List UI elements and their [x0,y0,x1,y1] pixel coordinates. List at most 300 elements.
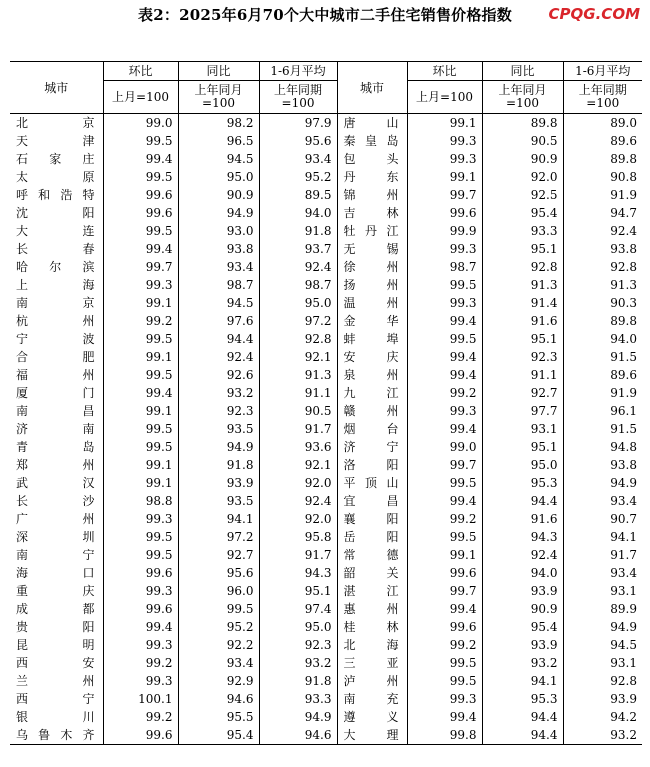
table-row [10,438,642,456]
cell-yoy-left: 94.6 [178,690,259,708]
cell-yoy-right: 91.6 [482,312,563,330]
cell-avg-right: 91.9 [563,384,642,402]
cell-mom-left: 99.6 [103,600,178,618]
table-row [10,186,642,204]
cell-yoy-left: 95.2 [178,618,259,636]
cell-mom-right: 99.3 [407,402,482,420]
table-row [10,240,642,258]
table-row [10,456,642,474]
header-city-right: 城市 [337,62,407,114]
cell-yoy-left: 98.7 [178,276,259,294]
table-row [10,600,642,618]
cell-city-left: 厦门 [16,386,95,400]
cell-mom-left: 99.3 [103,510,178,528]
cell-city-left: 海口 [16,566,95,580]
header-avg-base-left: 上年同期=100 [259,81,337,114]
cell-mom-left: 99.5 [103,132,178,150]
table-row [10,294,642,312]
cell-city-left: 南昌 [16,404,95,418]
cell-city-left: 成都 [16,602,95,616]
price-index-table [10,61,642,745]
cell-city-left: 乌鲁木齐 [16,728,95,742]
cell-yoy-right: 95.0 [482,456,563,474]
cell-yoy-left: 92.7 [178,546,259,564]
cell-mom-left: 99.4 [103,384,178,402]
table-header [10,62,642,114]
cell-mom-left: 99.3 [103,276,178,294]
cell-mom-left: 99.5 [103,168,178,186]
cell-city-right: 遵义 [337,708,407,726]
cell-city-left: 上海 [16,278,95,292]
cell-city-right: 秦皇岛 [337,132,407,150]
cell-avg-left: 94.0 [259,204,337,222]
table-row [10,276,642,294]
header-mom-right: 环比 [407,62,482,81]
cell-avg-right: 91.9 [563,186,642,204]
cell-yoy-right: 95.3 [482,474,563,492]
cell-city-left: 长沙 [16,494,95,508]
cell-avg-left: 95.1 [259,582,337,600]
header-yoy-base-right: 上年同月=100 [482,81,563,114]
cell-city-right: 徐州 [337,258,407,276]
cell-city-right: 襄阳 [337,510,407,528]
cell-yoy-left: 93.4 [178,654,259,672]
cell-avg-right: 91.5 [563,348,642,366]
cell-yoy-left: 90.9 [178,186,259,204]
cell-mom-left: 99.5 [103,420,178,438]
cell-mom-left: 99.5 [103,438,178,456]
cell-avg-left: 95.6 [259,132,337,150]
cell-avg-right: 92.8 [563,258,642,276]
cell-city-left: 武汉 [16,476,95,490]
cell-mom-right: 99.7 [407,186,482,204]
cell-yoy-left: 99.5 [178,600,259,618]
table-body [10,114,642,745]
cell-yoy-right: 93.1 [482,420,563,438]
table-row [10,204,642,222]
cell-yoy-left: 92.6 [178,366,259,384]
cell-city-right: 常德 [337,546,407,564]
header-mom-left: 环比 [103,62,178,81]
cell-yoy-right: 95.1 [482,240,563,258]
cell-city-right: 济宁 [337,438,407,456]
cell-city-left: 昆明 [16,638,95,652]
cell-city-right: 牡丹江 [337,222,407,240]
cell-city-right: 岳阳 [337,528,407,546]
cell-avg-right: 93.8 [563,240,642,258]
cell-yoy-right: 94.0 [482,564,563,582]
cell-city-right: 韶关 [337,564,407,582]
cell-yoy-left: 94.9 [178,438,259,456]
cell-avg-left: 92.1 [259,456,337,474]
cell-mom-left: 99.3 [103,636,178,654]
cell-avg-right: 94.0 [563,330,642,348]
cell-yoy-left: 95.0 [178,168,259,186]
cell-mom-right: 99.1 [407,546,482,564]
table-row [10,510,642,528]
cell-mom-left: 99.7 [103,258,178,276]
cell-yoy-left: 94.1 [178,510,259,528]
cell-yoy-right: 89.8 [482,114,563,133]
cell-mom-right: 99.4 [407,366,482,384]
table-row [10,402,642,420]
cell-city-left: 沈阳 [16,206,95,220]
cell-mom-left: 99.4 [103,240,178,258]
cell-mom-left: 99.1 [103,456,178,474]
cell-yoy-right: 92.8 [482,258,563,276]
cell-city-left: 西宁 [16,692,95,706]
cell-mom-right: 99.5 [407,276,482,294]
cell-avg-left: 94.6 [259,726,337,745]
cell-yoy-left: 96.5 [178,132,259,150]
cell-avg-left: 91.1 [259,384,337,402]
cell-yoy-left: 92.2 [178,636,259,654]
cell-avg-right: 89.6 [563,132,642,150]
cell-avg-left: 91.3 [259,366,337,384]
cell-city-left: 济南 [16,422,95,436]
cell-mom-right: 99.6 [407,564,482,582]
header-city-left: 城市 [10,62,103,114]
cell-yoy-left: 94.5 [178,150,259,168]
cell-city-left: 青岛 [16,440,95,454]
table-row [10,654,642,672]
cell-avg-left: 91.8 [259,222,337,240]
cell-avg-right: 94.9 [563,474,642,492]
cell-city-right: 锦州 [337,186,407,204]
table-row [10,636,642,654]
cell-yoy-left: 95.4 [178,726,259,745]
cell-avg-right: 94.2 [563,708,642,726]
cell-avg-left: 92.0 [259,510,337,528]
table-row [10,618,642,636]
cell-avg-left: 93.2 [259,654,337,672]
cell-yoy-left: 95.5 [178,708,259,726]
header-yoy-base-left: 上年同月=100 [178,81,259,114]
cell-city-right: 大理 [337,726,407,745]
cell-mom-left: 99.5 [103,330,178,348]
cell-avg-right: 93.1 [563,654,642,672]
cell-city-left: 银川 [16,710,95,724]
cell-city-right: 唐山 [337,114,407,133]
cell-yoy-right: 94.1 [482,672,563,690]
cell-mom-left: 99.1 [103,474,178,492]
cell-mom-right: 99.5 [407,654,482,672]
cell-avg-left: 97.2 [259,312,337,330]
table-row [10,114,642,133]
cell-mom-right: 99.8 [407,726,482,745]
cell-mom-left: 99.2 [103,708,178,726]
cell-yoy-left: 92.3 [178,402,259,420]
cell-yoy-right: 95.4 [482,618,563,636]
cell-yoy-left: 93.0 [178,222,259,240]
cell-mom-right: 99.4 [407,312,482,330]
cell-mom-right: 98.7 [407,258,482,276]
cell-mom-right: 99.6 [407,618,482,636]
cell-mom-left: 99.3 [103,672,178,690]
cell-avg-right: 91.5 [563,420,642,438]
cell-mom-right: 99.3 [407,150,482,168]
cell-yoy-right: 95.3 [482,690,563,708]
cell-avg-left: 92.4 [259,492,337,510]
cell-city-left: 合肥 [16,350,95,364]
cell-avg-left: 93.6 [259,438,337,456]
cell-yoy-left: 91.8 [178,456,259,474]
cell-yoy-left: 98.2 [178,114,259,133]
cell-avg-right: 90.3 [563,294,642,312]
cell-avg-left: 92.0 [259,474,337,492]
cell-city-left: 南京 [16,296,95,310]
cell-mom-right: 99.4 [407,492,482,510]
table-row [10,582,642,600]
cell-yoy-right: 92.4 [482,546,563,564]
cell-avg-right: 93.8 [563,456,642,474]
cell-yoy-left: 94.4 [178,330,259,348]
cell-avg-right: 89.8 [563,150,642,168]
cell-mom-left: 99.5 [103,366,178,384]
table-title: 表2：2025年6月70个大中城市二手住宅销售价格指数 [138,6,512,24]
cell-avg-right: 94.1 [563,528,642,546]
cell-yoy-right: 93.3 [482,222,563,240]
cell-mom-left: 99.4 [103,150,178,168]
cell-mom-right: 99.0 [407,438,482,456]
cell-city-right: 惠州 [337,600,407,618]
cell-avg-right: 94.9 [563,618,642,636]
cell-mom-left: 99.5 [103,528,178,546]
cell-yoy-left: 93.9 [178,474,259,492]
cell-avg-left: 93.4 [259,150,337,168]
cell-avg-right: 90.7 [563,510,642,528]
cell-mom-left: 99.6 [103,726,178,745]
cell-city-right: 三亚 [337,654,407,672]
cell-city-left: 大连 [16,224,95,238]
cell-city-right: 九江 [337,384,407,402]
table-row [10,726,642,745]
cell-yoy-right: 92.3 [482,348,563,366]
cell-avg-left: 94.3 [259,564,337,582]
cell-yoy-left: 93.5 [178,492,259,510]
cell-city-left: 福州 [16,368,95,382]
cell-city-right: 温州 [337,294,407,312]
cell-mom-right: 99.5 [407,330,482,348]
cell-city-left: 重庆 [16,584,95,598]
cell-avg-left: 95.0 [259,618,337,636]
cell-yoy-right: 94.4 [482,726,563,745]
cell-mom-right: 99.3 [407,132,482,150]
table-row [10,528,642,546]
cell-avg-right: 94.5 [563,636,642,654]
cell-avg-right: 93.4 [563,492,642,510]
cell-city-right: 宜昌 [337,492,407,510]
cell-yoy-left: 94.5 [178,294,259,312]
cell-mom-right: 99.4 [407,708,482,726]
cell-yoy-right: 95.1 [482,330,563,348]
table-row [10,420,642,438]
cell-mom-right: 99.4 [407,420,482,438]
cell-yoy-right: 91.6 [482,510,563,528]
cell-yoy-right: 94.4 [482,492,563,510]
cell-mom-right: 99.3 [407,690,482,708]
cell-mom-right: 99.2 [407,510,482,528]
cell-yoy-right: 95.1 [482,438,563,456]
cell-avg-left: 92.3 [259,636,337,654]
cell-mom-right: 99.5 [407,474,482,492]
cell-yoy-right: 91.3 [482,276,563,294]
cell-avg-left: 98.7 [259,276,337,294]
cell-city-left: 郑州 [16,458,95,472]
cell-yoy-right: 91.4 [482,294,563,312]
cell-avg-right: 93.1 [563,582,642,600]
cell-yoy-right: 93.9 [482,636,563,654]
cell-yoy-right: 90.9 [482,150,563,168]
watermark-logo: CPQG.COM [548,5,640,23]
cell-avg-left: 95.8 [259,528,337,546]
cell-city-right: 金华 [337,312,407,330]
cell-mom-left: 99.6 [103,186,178,204]
cell-avg-right: 96.1 [563,402,642,420]
cell-yoy-left: 96.0 [178,582,259,600]
table-row [10,564,642,582]
cell-mom-right: 99.7 [407,582,482,600]
cell-avg-right: 92.4 [563,222,642,240]
cell-mom-left: 99.6 [103,204,178,222]
cell-mom-left: 99.5 [103,222,178,240]
cell-city-right: 北海 [337,636,407,654]
cell-city-left: 太原 [16,170,95,184]
cell-yoy-right: 90.9 [482,600,563,618]
cell-yoy-left: 93.8 [178,240,259,258]
cell-mom-right: 99.1 [407,168,482,186]
cell-mom-left: 99.5 [103,546,178,564]
cell-avg-left: 91.7 [259,420,337,438]
cell-mom-right: 99.9 [407,222,482,240]
cell-city-right: 泉州 [337,366,407,384]
cell-yoy-right: 92.7 [482,384,563,402]
cell-avg-right: 89.9 [563,600,642,618]
cell-avg-right: 94.7 [563,204,642,222]
header-avg-base-right: 上年同期=100 [563,81,642,114]
cell-city-right: 丹东 [337,168,407,186]
table-row [10,672,642,690]
cell-avg-right: 89.6 [563,366,642,384]
cell-avg-left: 93.7 [259,240,337,258]
table-row [10,366,642,384]
table-row [10,222,642,240]
cell-yoy-left: 93.4 [178,258,259,276]
cell-yoy-right: 90.5 [482,132,563,150]
cell-avg-left: 95.0 [259,294,337,312]
table-row [10,150,642,168]
cell-city-right: 无锡 [337,240,407,258]
cell-yoy-left: 95.6 [178,564,259,582]
cell-avg-right: 93.4 [563,564,642,582]
cell-avg-right: 92.8 [563,672,642,690]
cell-city-left: 广州 [16,512,95,526]
cell-mom-left: 99.6 [103,564,178,582]
cell-mom-left: 99.4 [103,618,178,636]
cell-avg-right: 91.7 [563,546,642,564]
cell-yoy-right: 94.4 [482,708,563,726]
cell-mom-right: 99.2 [407,636,482,654]
table-row [10,474,642,492]
cell-avg-left: 95.2 [259,168,337,186]
cell-yoy-right: 92.5 [482,186,563,204]
cell-city-right: 桂林 [337,618,407,636]
table-row [10,132,642,150]
cell-mom-left: 99.1 [103,402,178,420]
table-row [10,546,642,564]
cell-mom-right: 99.5 [407,528,482,546]
cell-avg-left: 97.9 [259,114,337,133]
cell-city-left: 哈尔滨 [16,260,95,274]
cell-city-left: 贵阳 [16,620,95,634]
cell-mom-left: 100.1 [103,690,178,708]
header-mom-base-left: 上月=100 [103,81,178,114]
cell-avg-left: 93.3 [259,690,337,708]
cell-city-right: 蚌埠 [337,330,407,348]
cell-mom-left: 98.8 [103,492,178,510]
cell-mom-left: 99.0 [103,114,178,133]
cell-yoy-right: 94.3 [482,528,563,546]
cell-avg-left: 92.4 [259,258,337,276]
cell-avg-left: 91.7 [259,546,337,564]
cell-avg-left: 94.9 [259,708,337,726]
header-mom-base-right: 上月=100 [407,81,482,114]
cell-avg-right: 94.8 [563,438,642,456]
cell-city-left: 南宁 [16,548,95,562]
cell-mom-left: 99.2 [103,654,178,672]
table-row [10,312,642,330]
cell-city-left: 长春 [16,242,95,256]
cell-city-left: 呼和浩特 [16,188,95,202]
cell-avg-left: 92.1 [259,348,337,366]
cell-mom-right: 99.7 [407,456,482,474]
cell-mom-right: 99.3 [407,240,482,258]
table-row [10,348,642,366]
table-row [10,708,642,726]
cell-avg-left: 97.4 [259,600,337,618]
cell-yoy-left: 97.6 [178,312,259,330]
cell-mom-right: 99.4 [407,600,482,618]
cell-city-right: 洛阳 [337,456,407,474]
cell-city-left: 天津 [16,134,95,148]
cell-city-right: 南充 [337,690,407,708]
header-yoy-left: 同比 [178,62,259,81]
cell-city-left: 北京 [16,116,95,130]
cell-yoy-right: 93.2 [482,654,563,672]
table-row [10,690,642,708]
cell-mom-left: 99.1 [103,294,178,312]
cell-avg-right: 93.9 [563,690,642,708]
cell-yoy-right: 91.1 [482,366,563,384]
cell-yoy-left: 93.2 [178,384,259,402]
table-row [10,492,642,510]
cell-mom-right: 99.2 [407,384,482,402]
cell-city-right: 吉林 [337,204,407,222]
cell-avg-left: 92.8 [259,330,337,348]
cell-city-left: 兰州 [16,674,95,688]
cell-mom-right: 99.4 [407,348,482,366]
cell-avg-left: 91.8 [259,672,337,690]
cell-city-right: 扬州 [337,276,407,294]
cell-avg-right: 91.3 [563,276,642,294]
cell-yoy-left: 94.9 [178,204,259,222]
header-avg-right: 1-6月平均 [563,62,642,81]
cell-city-left: 宁波 [16,332,95,346]
cell-city-right: 泸州 [337,672,407,690]
cell-city-right: 安庆 [337,348,407,366]
cell-city-left: 深圳 [16,530,95,544]
cell-avg-right: 89.0 [563,114,642,133]
